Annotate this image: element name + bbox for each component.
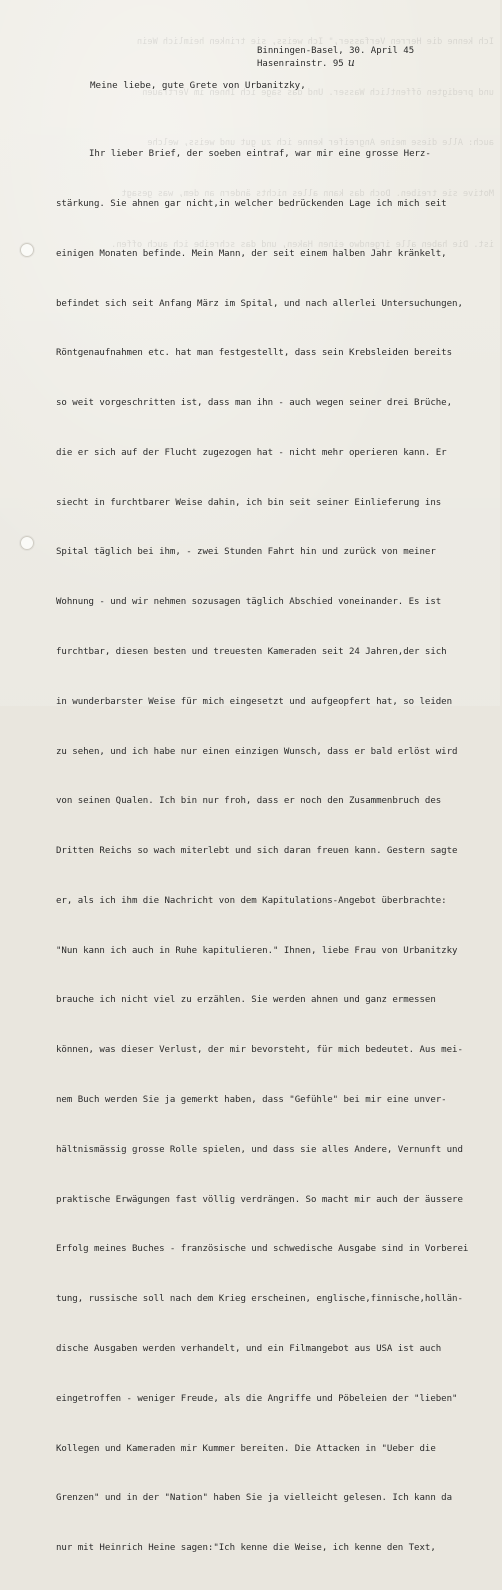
body-line: Wohnung - und wir nehmen sozusagen täglich Abschied voneinander. Es ist (56, 597, 442, 608)
body-line: nem Buch werden Sie ja gemerkt haben, dass "Gefühle" bei mir eine unver- (56, 1095, 447, 1106)
bleed-line: und predigten öffentlich Wasser. Und das sage ich Ihnen im Vertrauen (142, 87, 494, 98)
body-line: er, als ich ihm die Nachricht von dem Kapitulations-Angebot überbrachte: (56, 895, 447, 906)
address: Hasenrainstr. 95 (257, 59, 344, 69)
body-line: hältnismässig grosse Rolle spielen, und dass sie alles Andere, Vernunft und (56, 1144, 463, 1155)
letter-body (56, 113, 502, 1590)
body-line: Erfolg meines Buches - französische und schwedische Ausgabe sind in Vorberei (56, 1244, 469, 1255)
body-line: so weit vorgeschritten ist, dass man ihn - auch wegen seiner drei Brüche, (56, 398, 453, 409)
body-line: Grenzen" und in der "Nation" haben Sie ja vielleicht gelesen. Ich kann da (56, 1493, 453, 1504)
body-line: Spital täglich bei ihm, - zwei Stunden Fahrt hin und zurück von meiner (56, 547, 436, 558)
bleed-line: ist. Die haben alle irgendwo einen Haken, und das schreibe ich auch offen. (111, 239, 494, 250)
handwritten-mark: u (347, 56, 355, 69)
body-line: eingetroffen - weniger Freude, als die Angriffe und Pöbeleien der "lieben" (56, 1393, 458, 1404)
body-line: Dritten Reichs so wach miterlebt und sich daran freuen kann. Gestern sagte (56, 846, 458, 857)
body-line: nur mit Heinrich Heine sagen:"Ich kenne die Weise, ich kenne den Text, (56, 1543, 436, 1554)
body-line: dische Ausgaben werden verhandelt, und ein Filmangebot aus USA ist auch (56, 1343, 442, 1354)
body-line: Ihr lieber Brief, der soeben eintraf, war mir eine grosse Herz- (89, 149, 431, 160)
place-date: Binningen-Basel, 30. April 45 (257, 46, 415, 56)
body-line: die er sich auf der Flucht zugezogen hat - nicht mehr operieren kann. Er (56, 447, 447, 458)
body-line: praktische Erwägungen fast völlig verdrängen. So macht mir auch der äussere (56, 1194, 463, 1205)
body-line: furchtbar, diesen besten und treuesten Kameraden seit 24 Jahren,der sich (56, 647, 447, 657)
body-line: befindet sich seit Anfang März im Spital, und nach allerlei Untersuchungen, (56, 298, 463, 309)
bleed-line: auch: Alle diese meine Angreifer kenne ich zu gut und weiss, welche (147, 138, 494, 149)
body-line: zu sehen, und ich habe nur einen einzigen Wunsch, dass er bald erlöst wird (56, 746, 458, 757)
body-line: Röntgenaufnahmen etc. hat man festgestellt, dass sein Krebsleiden bereits (56, 348, 453, 359)
punch-hole (20, 536, 34, 550)
body-line: siecht in furchtbarer Weise dahin, ich bin seit seiner Einlieferung ins (56, 497, 442, 508)
body-line: einigen Monaten befinde. Mein Mann, der seit einem halben Jahr kränkelt, (56, 248, 447, 259)
bleed-line: Ich kenne die Herren Verfasser," Ich weiss, sie trinken heimlich Wein (137, 36, 494, 47)
bleed-line: Motive sie treiben. Doch das kann alles nichts ändern an dem, was gesagt (121, 188, 494, 199)
body-line: in wunderbarster Weise für mich eingesetzt und aufgeopfert hat, so leiden (56, 696, 453, 707)
body-line: von seinen Qualen. Ich bin nur froh, dass er noch den Zusammenbruch des (56, 796, 442, 807)
body-line: können, was dieser Verlust, der mir bevorsteht, für mich bedeutet. Aus mei- (56, 1045, 463, 1056)
body-line: Kollegen und Kameraden mir Kummer bereiten. Die Attacken in "Ueber die (56, 1443, 436, 1454)
letter-header (257, 46, 414, 70)
punch-hole (20, 243, 34, 257)
body-line: "Nun kann ich auch in Ruhe kapitulieren." Ihnen, liebe Frau von Urbanitzky (56, 945, 458, 956)
body-line: brauche ich nicht viel zu erzählen. Sie werden ahnen und ganz ermessen (56, 995, 436, 1006)
salutation: Meine liebe, gute Grete von Urbanitzky, (90, 80, 306, 91)
body-line: tung, russische soll nach dem Krieg erscheinen, englische,finnische,hollän- (56, 1294, 463, 1305)
body-line: stärkung. Sie ahnen gar nicht,in welcher bedrückenden Lage ich mich seit (56, 198, 447, 209)
